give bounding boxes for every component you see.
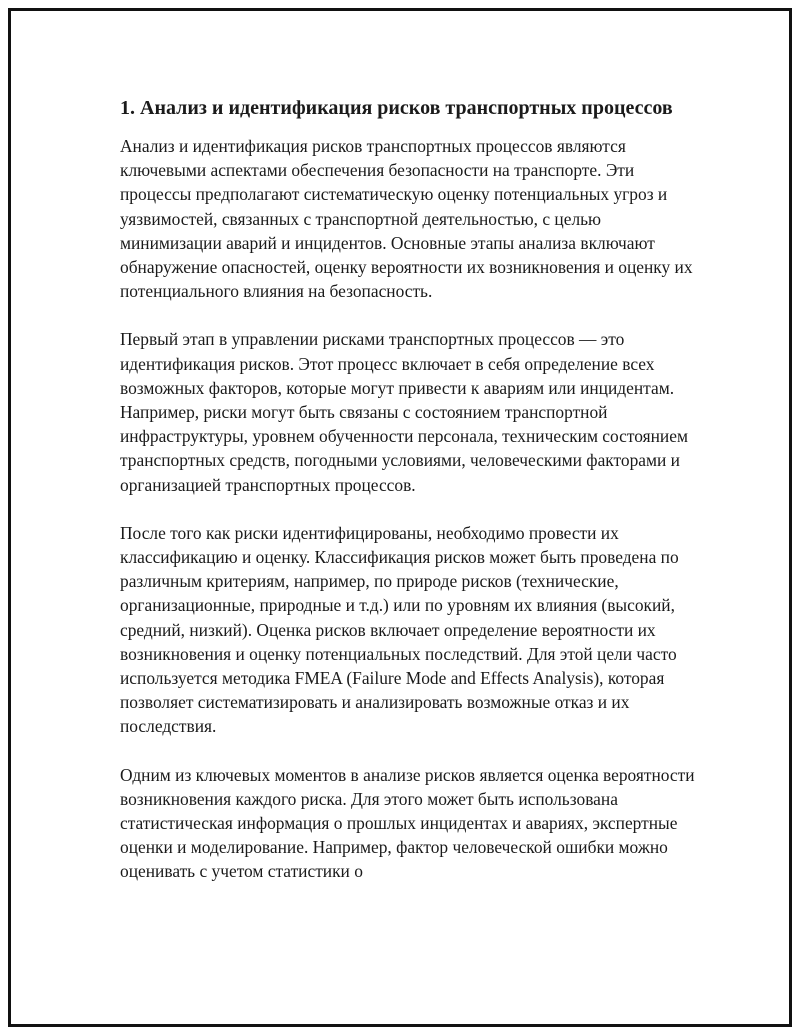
paragraph-3: После того как риски идентифицированы, необходимо провести их классификацию и оценку. Классификация рисков может быть проведена по различным критериям, например, по природе рисков (технические, организационные, природные и т.д.) или по уровням их влияния (высокий, средний, низкий). Оценка рисков включает определение вероятности их возникновения и оценку потенциальных последствий. Для этой цели часто используется методика FMEA (Failure Mode and Effects Analysis), которая позволяет систематизировать и анализировать возможные отказ и их последствия. [120, 522, 679, 737]
section-heading: 1. Анализ и идентификация рисков транспортных процессов [120, 97, 673, 119]
paragraph-4: Одним из ключевых моментов в анализе рисков является оценка вероятности возникновения каждого риска. Для этого может быть использована статистическая информация о прошлых инцидентах и авариях, экспертные оценки и моделирование. Например, фактор человеческой ошибки можно оценивать с учетом статистики о [120, 764, 695, 882]
paragraph-1: Анализ и идентификация рисков транспортных процессов являются ключевыми аспектами обеспечения безопасности на транспорте. Эти процессы предполагают систематическую оценку потенциальных угроз и уязвимостей, связанных с транспортной деятельностью, с целью минимизации аварий и инцидентов. Основные этапы анализа включают обнаружение опасностей, оценку вероятности их возникновения и оценку их потенциального влияния на безопасность. [120, 136, 693, 302]
document-body [120, 95, 700, 908]
page-frame [8, 8, 792, 1027]
paragraph-2: Первый этап в управлении рисками транспортных процессов — это идентификация рисков. Этот процесс включает в себя определение всех возможных факторов, которые могут привести к авариям или инцидентам. Например, риски могут быть связаны с состоянием транспортной инфраструктуры, уровнем обученности персонала, техническим состоянием транспортных средств, погодными условиями, человеческими факторами и организацией транспортных процессов. [120, 329, 688, 495]
